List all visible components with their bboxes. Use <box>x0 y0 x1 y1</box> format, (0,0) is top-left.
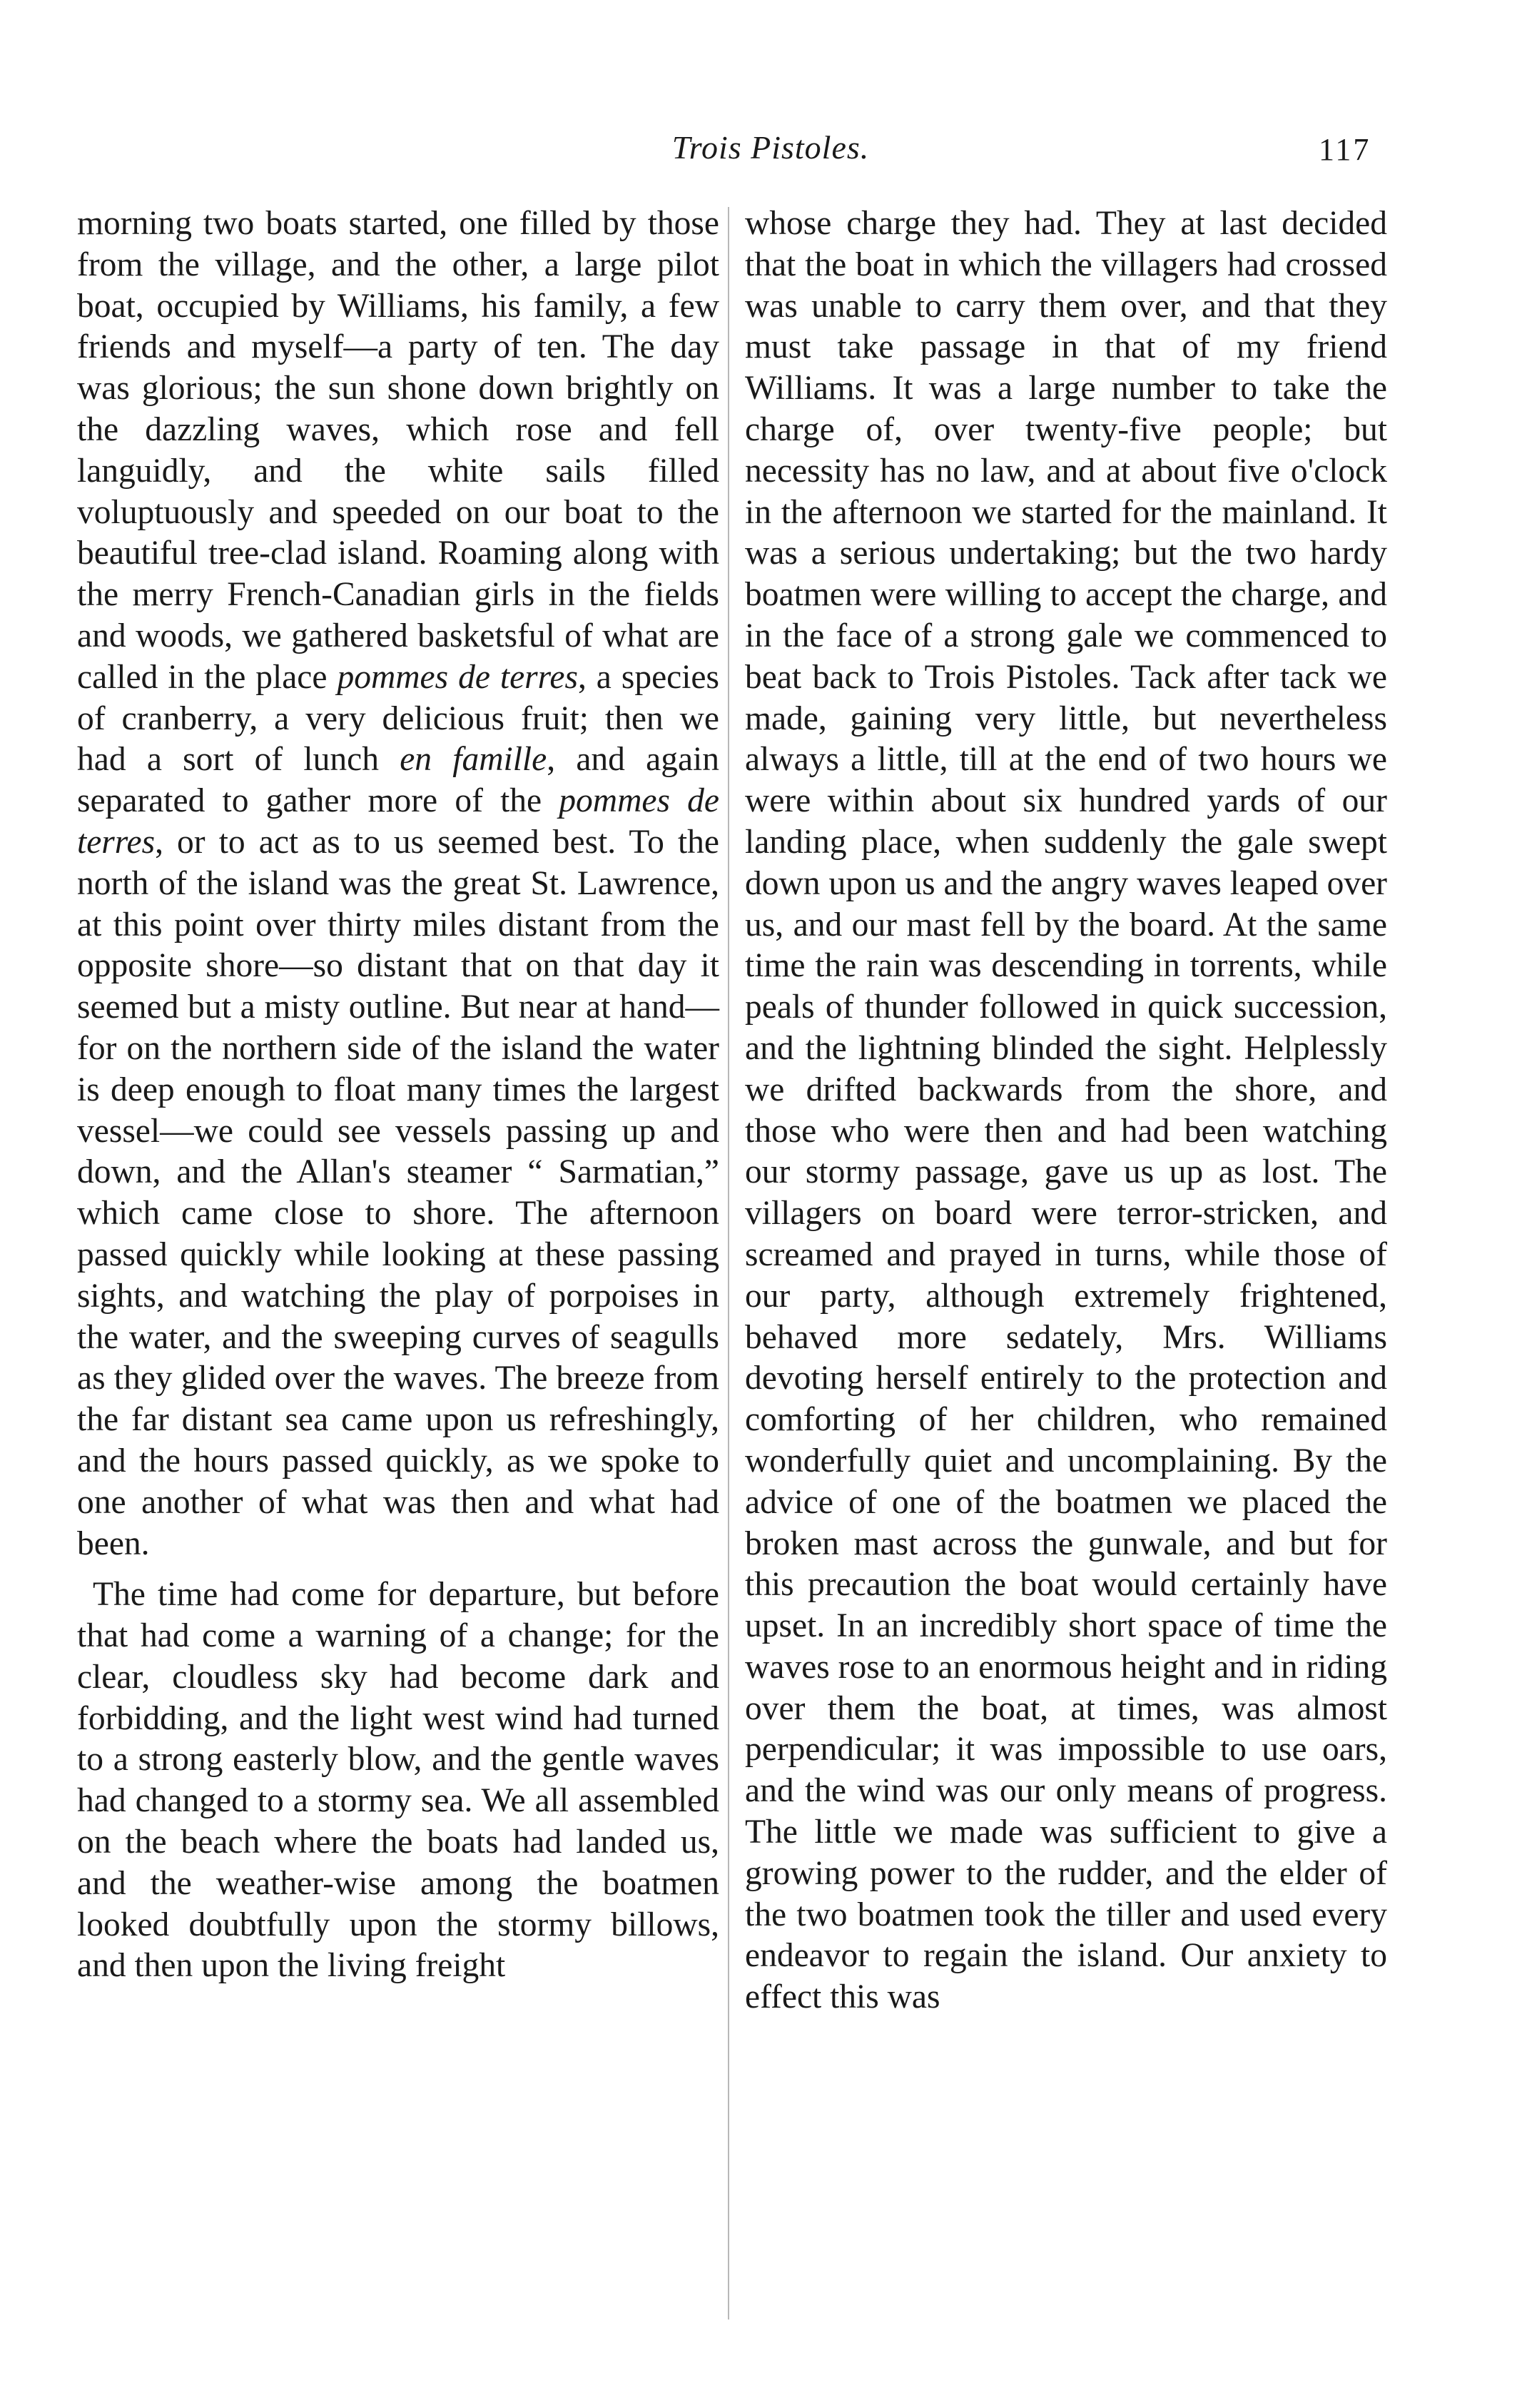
left-paragraph-2: The time had come for departure, but before that had come a warning of a change; for the clear, cloudless sky had become dark and forbidding, and the light west wind had turned to a strong easterly blow, and the gentle waves had changed to a stormy sea. We all assembled on the beach where the boats had landed us, and the weather-wise among the boatmen looked doubtfully upon the stormy billows, and then upon the living freight <box>77 1576 719 1985</box>
column-divider <box>728 207 729 2320</box>
right-column <box>745 203 1387 2018</box>
left-column <box>77 203 719 1987</box>
right-paragraph-1: whose charge they had. They at last decided that the boat in which the villagers had crossed was unable to carry them over, and that they must take passage in that of my friend Williams. It was a large number to take the charge of, over twenty-five people; but necessity has no law, and at about five o'clock in the afternoon we started for the mainland. It was a serious undertaking; but the two hardy boatmen were willing to accept the charge, and in the face of a strong gale we commenced to beat back to Trois Pistoles. Tack after tack we made, gaining very little, but nevertheless always a little, till at the end of two hours we were within about six hundred yards of our landing place, when suddenly the gale swept down upon us and the angry waves leaped over us, and our mast fell by the board. At the same time the rain was descending in torrents, while peals of thunder followed in quick succession, and the lightning blinded the sight. Helplessly we drifted backwards from the shore, and those who were then and had been watching our stormy passage, gave us up as lost. The villagers on board were terror-stricken, and screamed and prayed in turns, while those of our party, although extremely frightened, behaved more sedately, Mrs. Williams devoting herself entirely to the protection and comforting of her children, who remained wonderfully quiet and uncomplaining. By the advice of one of the boatmen we placed the broken mast across the gunwale, and but for this precaution the boat would certainly have upset. In an incredibly short space of time the waves rose to an enormous height and in riding over them the boat, at times, was almost perpendicular; it was impossible to use oars, and the wind was our only means of progress. The little we made was sufficient to give a growing power to the rudder, and the elder of the two boatmen took the tiller and used every endeavor to regain the island. Our anxiety to effect this was <box>745 205 1387 2016</box>
running-title: Trois Pistoles. <box>671 129 870 166</box>
italic-phrase: en famille <box>400 741 547 779</box>
text-run: morning two boats started, one filled by those from the village, and the other, a large pilot boat, occupied by Williams, his family, a few friends and myself—a party of ten. The day was glorious; the sun shone down brightly on the dazzling waves, which rose and fell languidly, and the white sails filled voluptuously and speeded on our boat to the beautiful tree-clad island. Roaming along with the merry French-Canadian girls in the fields and woods, we gathered basketsful of what are called in the place <box>77 205 719 696</box>
page-header <box>0 128 1522 186</box>
page-number: 117 <box>1319 132 1371 167</box>
italic-phrase: pommes de terres <box>77 782 719 861</box>
text-run: , and again separated to gather more of the <box>77 741 719 820</box>
italic-phrase: pommes de terres <box>337 658 578 696</box>
left-paragraph-1 <box>77 203 719 1564</box>
text-run: , a species of cranberry, a very delicious fruit; then we had a sort of lunch <box>77 658 719 779</box>
text-run: , or to act as to us seemed best. To the north of the island was the great St. Lawrence, at this point over thirty miles distant from the opposite shore—so distant that on that day it seemed but a misty outline. But near at hand—for on the northern side of the island the water is deep enough to float many times the largest vessel—we could see vessels passing up and down, and the Allan's steamer “ Sarmatian,” which came close to shore. The afternoon passed quickly while looking at these passing sights, and watching the play of porpoises in the water, and the sweeping curves of seagulls as they glided over the waves. The breeze from the far distant sea came upon us refreshingly, and the hours passed quickly, as we spoke to one another of what was then and what had been. <box>77 823 719 1562</box>
